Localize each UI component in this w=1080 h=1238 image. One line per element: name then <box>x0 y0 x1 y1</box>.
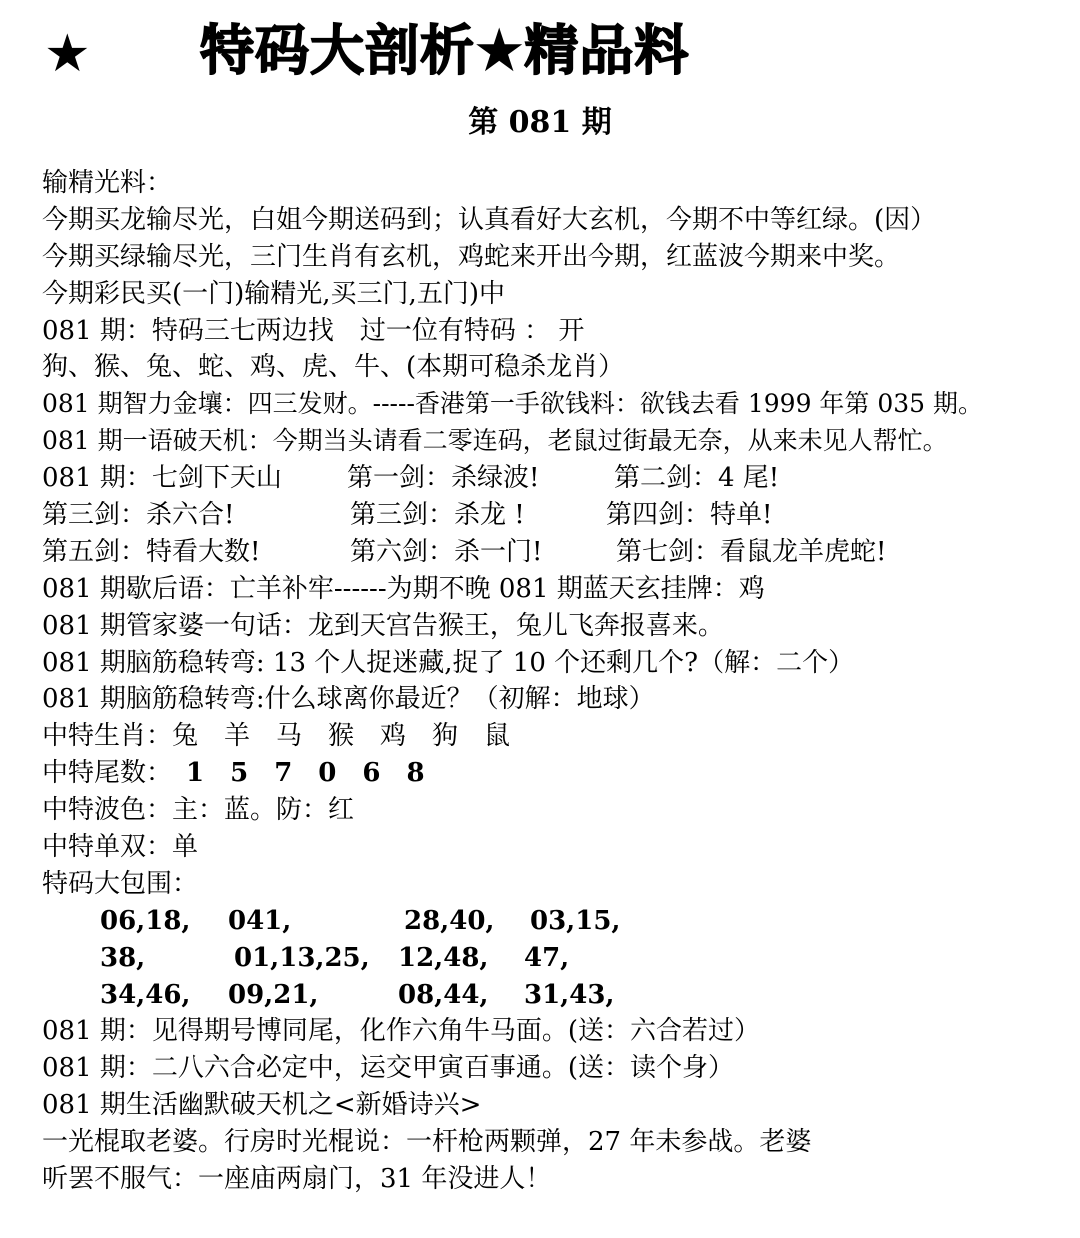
text-line: 081 期：二八六合必定中，运交甲寅百事通。(送：读个身） <box>42 1053 735 1084</box>
number-cell: 34,46, <box>100 979 191 1010</box>
number-cell: 38, <box>100 942 146 973</box>
text-line: 今期买绿输尽光，三门生肖有玄机，鸡蛇来开出今期，红蓝波今期来中奖。 <box>42 241 901 272</box>
page-header <box>0 0 1080 100</box>
sword-row <box>42 497 1072 534</box>
number-cell: 28,40, <box>404 905 495 936</box>
number-cell: 09,21, <box>228 979 319 1010</box>
text-line: 081 期智力金壤：四三发财。-----香港第一手欲钱料：欲钱去看 1999 年第 035 期。 <box>42 389 984 419</box>
sword-cell: 第三剑：杀六合! <box>42 500 235 531</box>
text-line: 一光棍取老婆。行房时光棍说：一杆枪两颗弹，27 年未参战。老婆 <box>42 1127 812 1158</box>
number-cell: 08,44, <box>398 979 489 1010</box>
zodiac-label: 中特生肖： <box>42 721 173 752</box>
text-line: 081 期歇后语：亡羊补牢------为期不晚 081 期蓝天玄挂牌：鸡 <box>42 573 765 604</box>
number-row <box>42 977 1072 1014</box>
text-line: 听罢不服气：一座庙两扇门，31 年没进人！ <box>42 1164 552 1195</box>
number-cell: 06,18, <box>100 905 191 936</box>
range-label: 特码大包围： <box>42 868 199 899</box>
sword-cell: 第三剑：杀龙 ! <box>350 500 525 531</box>
number-row <box>42 940 1072 977</box>
text-line: 狗、猴、兔、蛇、鸡、虎、牛、(本期可稳杀龙肖） <box>42 352 625 383</box>
content-body <box>42 165 1072 1198</box>
sword-cell: 081 期：七剑下天山 <box>42 463 282 494</box>
number-cell: 03,15, <box>530 905 621 936</box>
tail-line <box>42 755 1072 792</box>
sword-cell: 第五剑：特看大数! <box>42 536 261 567</box>
sword-row <box>42 460 1072 497</box>
tail-values: 1 5 7 0 6 8 <box>186 758 425 789</box>
sword-cell: 第二剑：4 尾! <box>614 463 780 494</box>
number-cell: 47, <box>524 942 570 973</box>
star-icon: ★ <box>44 24 91 84</box>
issue-number: 第 081 期 <box>468 105 612 140</box>
parity-line: 中特单双：单 <box>42 832 199 863</box>
color-line: 中特波色：主：蓝。防：红 <box>42 795 355 826</box>
sword-cell: 第七剑：看鼠龙羊虎蛇! <box>616 536 887 567</box>
zodiac-values: 兔 羊 马 猴 鸡 狗 鼠 <box>172 721 511 752</box>
text-line: 081 期生活幽默破天机之<新婚诗兴> <box>42 1090 482 1121</box>
tail-label: 中特尾数： <box>42 758 173 789</box>
number-cell: 041, <box>228 905 292 936</box>
sword-cell: 第一剑：杀绿波! <box>347 463 540 494</box>
number-cell: 12,48, <box>398 942 489 973</box>
text-line: 输精光料： <box>42 168 173 198</box>
text-line: 081 期：特码三七两边找 过一位有特码 ： 开 <box>42 315 585 346</box>
number-cell: 01,13,25, <box>234 942 370 973</box>
text-line: 081 期脑筋稳转弯:什么球离你最近？（初解：地球） <box>42 684 655 715</box>
text-line: 081 期脑筋稳转弯: 13 个人捉迷藏,捉了 10 个还剩几个?（解：二个） <box>42 647 855 678</box>
text-line: 今期买龙输尽光，白姐今期送码到；认真看好大玄机，今期不中等红绿。(因） <box>42 204 937 235</box>
sword-cell: 第四剑：特单! <box>606 500 773 531</box>
sword-cell: 第六剑：杀一门! <box>350 536 543 567</box>
number-cell: 31,43, <box>524 979 615 1010</box>
text-line: 081 期一语破天机：今期当头请看二零连码，老鼠过街最无奈，从来未见人帮忙。 <box>42 426 948 456</box>
sword-row <box>42 534 1072 571</box>
text-line: 081 期管家婆一句话：龙到天宫告猴王，兔儿飞奔报喜来。 <box>42 610 724 641</box>
text-line: 今期彩民买(一门)输精光,买三门,五门)中 <box>42 278 505 309</box>
text-line: 081 期：见得期号博同尾，化作六角牛马面。(送：六合若过） <box>42 1016 761 1047</box>
page-title: 特码大剖析★精品料 <box>200 19 690 82</box>
zodiac-line <box>42 718 1072 755</box>
number-row <box>42 903 1072 940</box>
